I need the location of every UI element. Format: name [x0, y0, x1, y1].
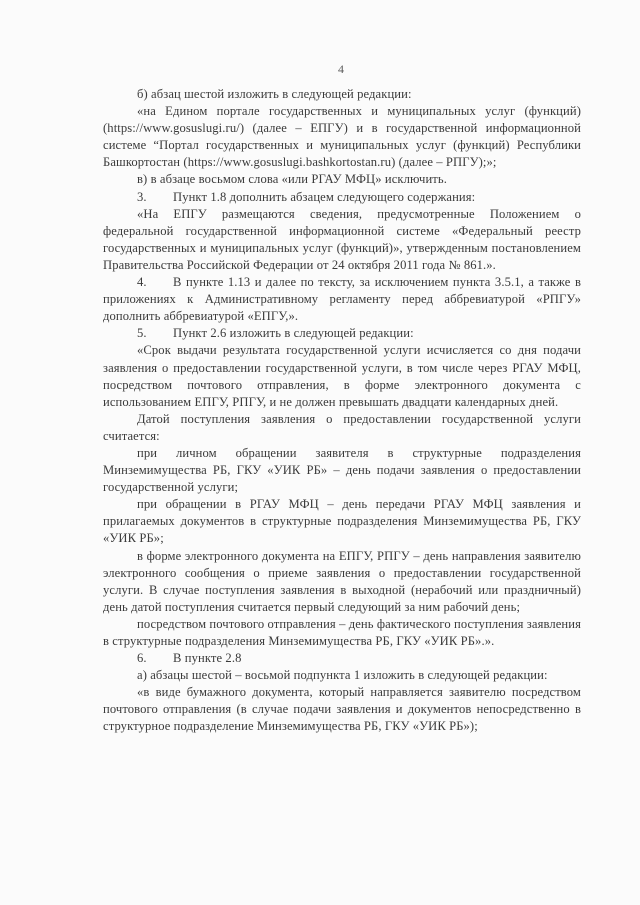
numbered-paragraph — [103, 325, 581, 342]
paragraph-text: Пункт 2.6 изложить в следующей редакции: — [173, 326, 414, 341]
paragraph: «в виде бумажного документа, который направляется заявителю посредством почтового отправления (в случае подачи заявления и документов непосредственно в структурное подразделение Минземимущества РБ, ГКУ «УИК РБ»); — [103, 685, 581, 734]
item-number: 3. — [137, 189, 147, 204]
paragraph: в) в абзаце восьмом слова «или РГАУ МФЦ» исключить. — [137, 172, 447, 187]
paragraph: Датой поступления заявления о предоставлении государственной услуги считается: — [103, 411, 581, 443]
paragraph-text: Пункт 1.8 дополнить абзацем следующего содержания: — [173, 189, 476, 204]
paragraph: при обращении в РГАУ МФЦ – день передачи РГАУ МФЦ заявления и прилагаемых документов в структурные подразделения Минземимущества РБ, ГКУ «УИК РБ»; — [103, 497, 581, 546]
page-number: 4 — [338, 62, 344, 76]
numbered-paragraph — [103, 189, 581, 206]
numbered-paragraph — [103, 274, 581, 325]
paragraph-text: В пункте 2.8 — [173, 651, 242, 666]
document-body — [103, 86, 581, 736]
paragraph: «Срок выдачи результата государственной услуги исчисляется со дня подачи заявления о предоставлении государственной услуги, в том числе через РГАУ МФЦ, посредством почтового отправления, в форме электронного документа с использованием ЕПГУ, РПГУ, и не должен превышать двадцати календарных дней. — [103, 343, 581, 409]
paragraph: посредством почтового отправления – день фактического поступления заявления в структурные подразделения Минземимущества РБ, ГКУ «УИК РБ».». — [103, 616, 581, 648]
item-number: 5. — [137, 326, 147, 341]
paragraph-text: В пункте 1.13 и далее по тексту, за исключением пункта 3.5.1, а также в приложениях к Административному регламенту перед аббревиатурой «РПГУ» дополнить аббревиатурой «ЕПГУ,». — [103, 275, 581, 324]
numbered-paragraph — [103, 650, 581, 667]
paragraph: «На ЕПГУ размещаются сведения, предусмотренные Положением о федеральной государственной информационной системе «Федеральный реестр государственных и муниципальных услуг (функций)», утвержденным постановлением Правительства Российской Федерации от 24 октября 2011 года № 861.». — [103, 206, 581, 272]
paragraph: б) абзац шестой изложить в следующей редакции: — [137, 87, 412, 101]
item-number: 4. — [137, 275, 147, 290]
item-number: 6. — [137, 651, 147, 666]
paragraph: в форме электронного документа на ЕПГУ, РПГУ – день направления заявителю электронного сообщения о приеме заявления о предоставлении государственной услуги. В случае поступления заявления в выходной (нерабочий или праздничный) день датой поступления считается первый следующий за ним рабочий день; — [103, 548, 581, 614]
paragraph: а) абзацы шестой – восьмой подпункта 1 изложить в следующей редакции: — [137, 668, 548, 683]
paragraph: «на Едином портале государственных и муниципальных услуг (функций) (https://www.gosuslugi.ru/) (далее – ЕПГУ) и в государственной информационной системе “Портал государственных и муниципальных услуг (функций) Республики Башкортостан (https://www.gosuslugi.bashkortostan.ru) (далее – РПГУ);»; — [103, 104, 581, 170]
paragraph: при личном обращении заявителя в структурные подразделения Минземимущества РБ, ГКУ «УИК РБ» – день подачи заявления о предоставлении государственной услуги; — [103, 445, 581, 495]
